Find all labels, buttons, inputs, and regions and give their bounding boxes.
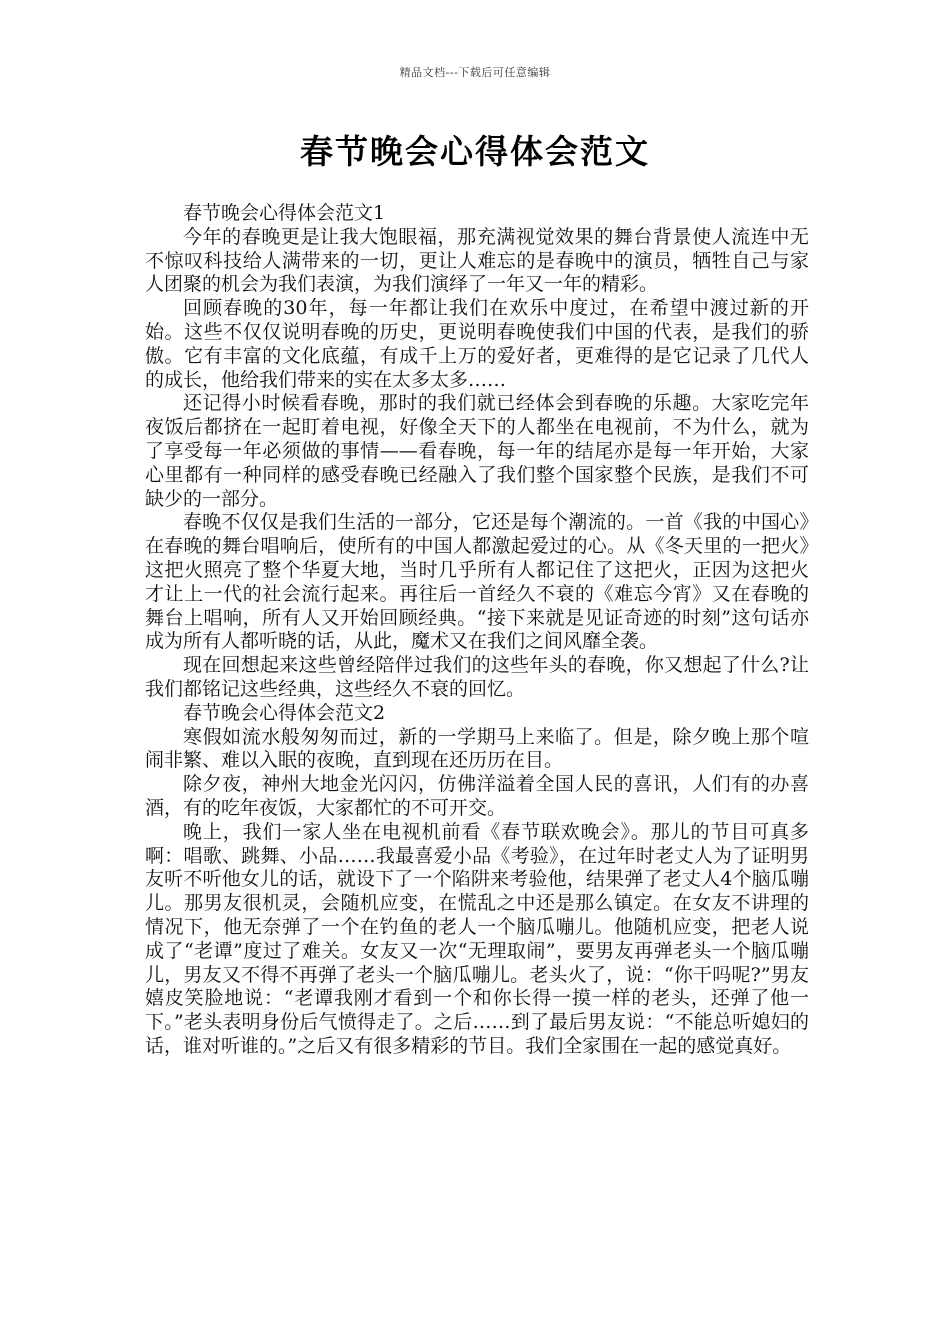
document-body	[145, 202, 809, 1059]
header-note: 精品文档---下载后可任意编辑	[399, 66, 551, 79]
paragraph: 今年的春晚更是让我大饱眼福，那充满视觉效果的舞台背景使人流连中无不惊叹科技给人满带来的一切，更让人难忘的是春晚中的演员，牺牲自己与家人团聚的机会为我们表演，为我们演绎了一年又一年的精彩。	[145, 225, 809, 296]
paragraph: 除夕夜，神州大地金光闪闪，仿佛洋溢着全国人民的喜讯，人们有的办喜酒，有的吃年夜饭，大家都忙的不可开交。	[145, 773, 809, 819]
paragraph: 现在回想起来这些曾经陪伴过我们的这些年头的春晚，你又想起了什么?让我们都铭记这些经典，这些经久不衰的回忆。	[145, 654, 809, 700]
paragraph: 寒假如流水般匆匆而过，新的一学期马上来临了。但是，除夕晚上那个喧闹非繁、难以入眠的夜晚，直到现在还历历在目。	[145, 725, 809, 772]
paragraph: 晚上，我们一家人坐在电视机前看《春节联欢晚会》。那儿的节目可真多啊：唱歌、跳舞、小品……我最喜爱小品《考验》，在过年时老丈人为了证明男友听不听他女儿的话，就设下了一个陷阱来考验他，结果弹了老丈人4个脑瓜嘣儿。那男友很机灵，会随机应变，在慌乱之中还是那么镇定。在女友不讲理的情况下，他无奈弹了一个在钓鱼的老人一个脑瓜嘣儿。他随机应变，把老人说成了“老谭”度过了难关。女友又一次“无理取闹”，要男友再弹老头一个脑瓜嘣儿，男友又不得不再弹了老头一个脑瓜嘣儿。老头火了，说：“你干吗呢?”男友嬉皮笑脸地说：“老谭我刚才看到一个和你长得一摸一样的老头，还弹了他一下。”老头表明身份后气愤得走了。之后……到了最后男友说：“不能总听媳妇的话，谁对听谁的。”之后又有很多精彩的节目。我们全家围在一起的感觉真好。	[145, 820, 809, 1057]
paragraph: 春晚不仅仅是我们生活的一部分，它还是每个潮流的。一首《我的中国心》在春晚的舞台唱响后，使所有的中国人都激起爱过的心。从《冬天里的一把火》这把火照亮了整个华夏大地，当时几乎所有人都记住了这把火，正因为这把火才让上一代的社会流行起来。再往后一首经久不衰的《难忘今宵》又在春晚的舞台上唱响，所有人又开始回顾经典。“接下来就是见证奇迹的时刻”这句话亦成为所有人都听晓的话，从此，魔术又在我们之间风靡全袭。	[145, 511, 809, 653]
section-heading-1: 春节晚会心得体会范文1	[183, 202, 386, 224]
document-title: 春节晚会心得体会范文	[300, 132, 650, 171]
section-heading-2: 春节晚会心得体会范文2	[183, 701, 386, 724]
paragraph: 还记得小时候看春晚，那时的我们就已经体会到春晚的乐趣。大家吃完年夜饭后都挤在一起盯着电视，好像全天下的人都坐在电视前，不为什么，就为了享受每一年必须做的事情——看春晚，每一年的结尾亦是每一年开始，大家心里都有一种同样的感受春晚已经融入了我们整个国家整个民族，是我们不可缺少的一部分。	[145, 392, 809, 510]
paragraph: 回顾春晚的30年，每一年都让我们在欢乐中度过，在希望中渡过新的开始。这些不仅仅说明春晚的历史，更说明春晚使我们中国的代表，是我们的骄傲。它有丰富的文化底蕴，有成千上万的爱好者，更难得的是它记录了几代人的成长，他给我们带来的实在太多太多……	[145, 297, 809, 391]
